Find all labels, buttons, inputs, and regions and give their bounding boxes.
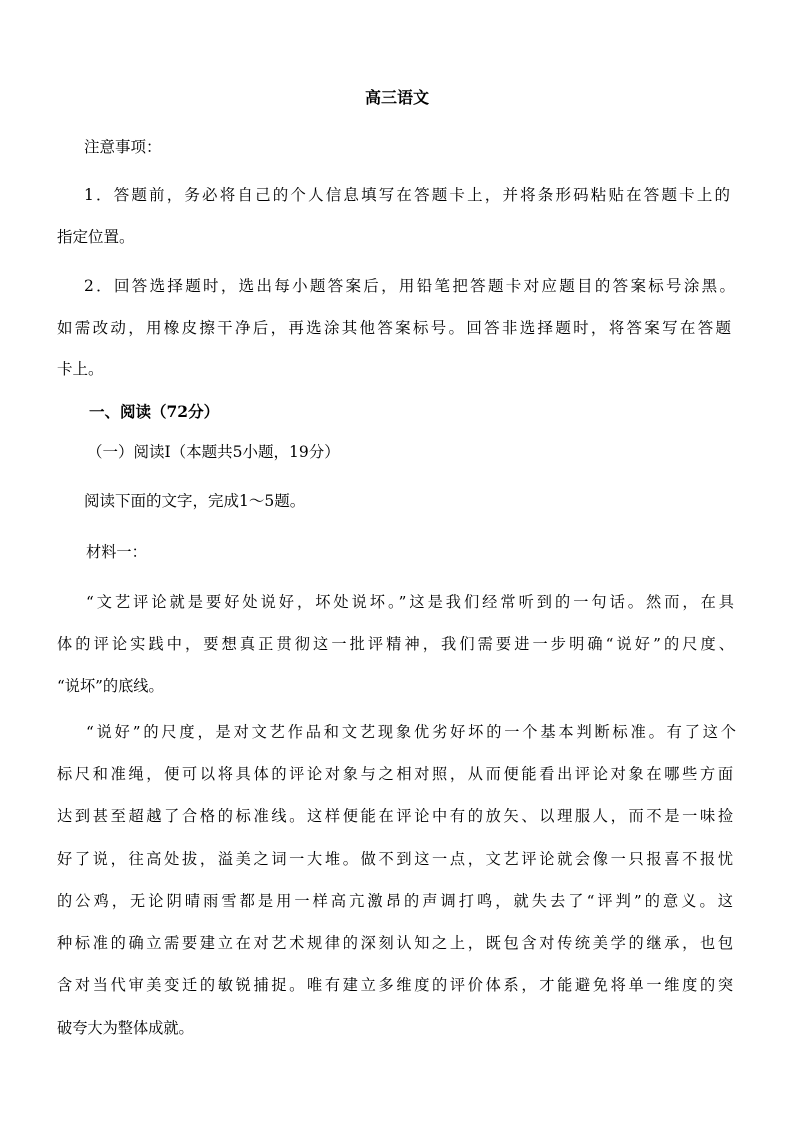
material-line: 好了说，往高处拔，溢美之词一大堆。做不到这一点，文艺评论就会像一只报喜不报忧 (57, 850, 733, 868)
material-line: 标尺和准绳，便可以将具体的评论对象与之相对照，从而便能看出评论对象在哪些方面 (57, 765, 733, 783)
page-title: 高三语文 (364, 88, 429, 107)
material-line: “说好”的尺度，是对文艺作品和文艺现象优劣好坏的一个基本判断标准。有了这个 (86, 723, 736, 741)
material-line: 的公鸡，无论阴晴雨雪都是用一样高亢激昂的声调打鸣，就失去了“评判”的意义。这 (57, 892, 733, 910)
notice-line: 如需改动，用橡皮擦干净后，再选涂其他答案标号。回答非选择题时，将答案写在答题 (57, 319, 731, 337)
section-heading: 一、阅读（72分） (89, 402, 220, 421)
notice-line: 卡上。 (57, 360, 104, 378)
material-line: 破夸大为整体成就。 (57, 1019, 194, 1037)
instruction-text: 阅读下面的文字，完成1～5题。 (84, 492, 306, 510)
subsection-heading: （一）阅读Ⅰ（本题共5小题，19分） (87, 443, 340, 461)
material-label: 材料一： (86, 543, 147, 561)
material-line: 达到甚至超越了合格的标准线。这样便能在评论中有的放矢、以理服人，而不是一味捡 (57, 807, 733, 825)
material-line: “文艺评论就是要好处说好，坏处说坏。”这是我们经常听到的一句话。然而，在具 (86, 593, 734, 611)
notice-line: 1．答题前，务必将自己的个人信息填写在答题卡上，并将条形码粘贴在答题卡上的 (84, 186, 730, 204)
notice-line: 2．回答选择题时，选出每小题答案后，用铅笔把答题卡对应题目的答案标号涂黑。 (84, 277, 735, 295)
notice-heading: 注意事项： (84, 138, 162, 156)
material-line: 体的评论实践中，要想真正贯彻这一批评精神，我们需要进一步明确“说好”的尺度、 (57, 635, 734, 653)
notice-line: 指定位置。 (57, 228, 135, 246)
material-line: 含对当代审美变迁的敏锐捕捉。唯有建立多维度的评价体系，才能避免将单一维度的突 (57, 976, 733, 994)
material-line: “说坏”的底线。 (57, 677, 164, 695)
material-line: 种标准的确立需要建立在对艺术规律的深刻认知之上，既包含对传统美学的继承，也包 (57, 934, 733, 952)
